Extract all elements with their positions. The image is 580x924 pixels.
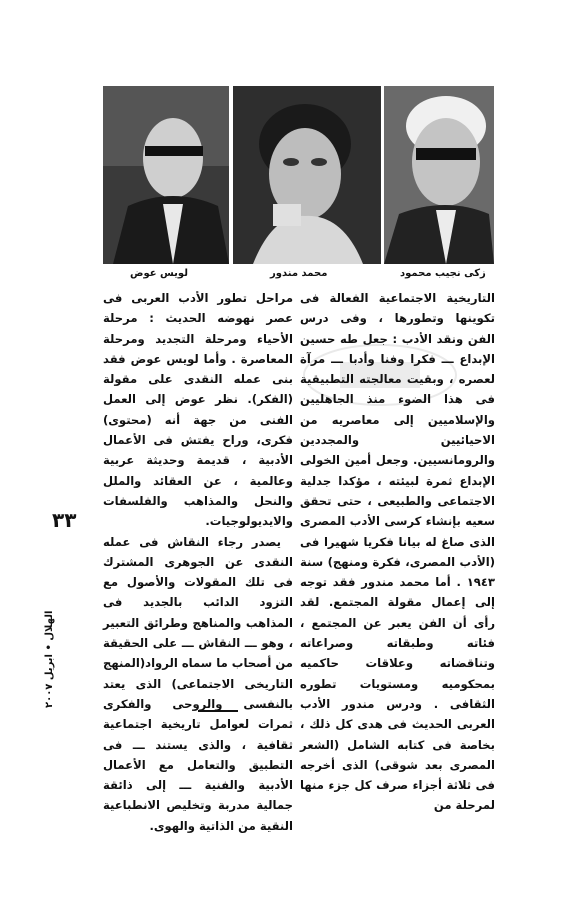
page-number: ٣٣ (52, 508, 77, 532)
paragraph: التاريخية الاجتماعية الفعالة فى تكوينها وتطورها ، وفى درس الفن ونقد الأدب : جعل طه حسين الإبداع ـــ فكرا وفنا وأدبا ـــ مرآة لعصره ، وبقيت معالجته التطبيقية فى هذا الضوء منذ الجاهليين والإسلاميين إلى معاصريه من الاحيائيين والمجددين والرومانسيين. وجعل أمين الخولى الإبداع ثمرة لبيئته ، مؤكدا جدلية الاجتماعى والطبيعى ، حتى تحقق سعيه بإنشاء كرسى الأدب المصرى الذى صاغ له بيانا فكريا شهيرا فى (الأدب المصرى، فكرة ومنهج) سنة ١٩٤٣ . أما محمد مندور فقد توجه إلى إعمال مقولة المجتمع. لقد رأى أن الفن يعبر عن المجتمع ، فئاته وطبقاته وصراعاته وتناقضاته وعلاقات حاكميه بمحكوميه ومستويات تطوره الثقافى . ودرس مندور الأدب العربى الحديث فى هدى كل ذلك ، بخاصة فى كتابه الشامل (الشعر المصرى بعد شوقى) الذى أخرجه فى ثلاثة أجزاء صرف كل جزء منها لمرحلة من (300, 291, 495, 813)
portrait-image (233, 86, 381, 264)
caption-mohamed-mandour: محمد مندور (270, 268, 328, 279)
paragraph: يصدر رجاء النقاش فى عمله النقدى عن الجوهرى المشترك فى تلك المقولات والأصول مع التزود الدائب بالجديد فى المذاهب والمناهج وطرائق التعبير ، وهو ـــ النقاش ـــ على الحقيقة من أصحاب ما سماه الرواد(المنهج التاريخى الاجتماعى) الذى يعتد بالنفسى والروحى والفكرى ثمرات لعوامل تاريخية اجتماعية ثقافية ، والذى يستند ـــ فى التطبيق والتعامل مع الأعمال الأدبية والفنية ـــ إلى ذائقة جمالية مدربة وتخليص الانطباعية النقية من الذاتية والهوى. (102, 534, 293, 833)
caption-zaki-naguib-mahmoud: زكى نجيب محمود (400, 268, 486, 279)
photo-mohamed-mandour (233, 86, 381, 264)
caption-louis-awad: لويس عوض (130, 268, 188, 279)
photo-zaki-naguib-mahmoud (384, 86, 494, 264)
article-column-left (103, 288, 293, 836)
photo-louis-awad (103, 86, 229, 264)
portrait-image (384, 86, 494, 264)
article-column-right (300, 288, 495, 816)
paragraph: مراحل تطور الأدب العربى فى عصر نهوضه الحديث : مرحلة الأحياء ومرحلة التجديد ومرحلة المعاصرة . وأما لويس عوض فقد بنى عمله النقدى على مقولة (الفكر). نظر عوض إلى العمل الفنى من جهة أنه (محتوى) فكرى، وراح يفتش فى الأعمال الأدبية ، قديمة وحديثة عربية وعالمية ، عن العقائد والملل والنحل والمذاهب والفلسفات والايديولوجيات. (103, 291, 293, 529)
portrait-image (103, 86, 229, 264)
article-end-rule (198, 710, 238, 712)
running-header-text: الهلال • ابريل ٢٠٠٧ (44, 610, 55, 708)
running-header (36, 560, 64, 710)
